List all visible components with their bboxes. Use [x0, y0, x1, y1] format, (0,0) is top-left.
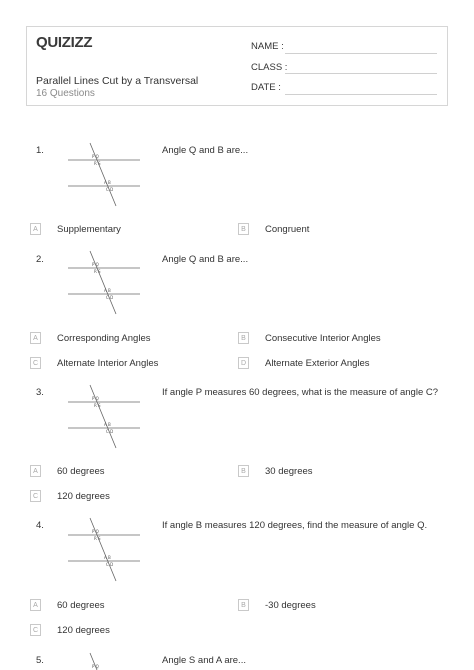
class-label: CLASS : — [251, 62, 288, 73]
transversal-diagram — [66, 652, 142, 670]
question-text: If angle P measures 60 degrees, what is the measure of angle C? — [162, 387, 439, 398]
svg-text:A B: A B — [104, 180, 111, 185]
option-letter-c[interactable]: C — [30, 357, 41, 369]
question-number: 2. — [36, 254, 44, 265]
option-letter-b[interactable]: B — [238, 332, 249, 344]
svg-text:A B: A B — [104, 422, 111, 427]
question-text: If angle B measures 120 degrees, find the measure of angle Q. — [162, 520, 428, 531]
svg-text:A B: A B — [104, 288, 111, 293]
transversal-diagram — [66, 517, 142, 583]
class-field[interactable] — [285, 73, 437, 74]
option-text[interactable]: -30 degrees — [265, 600, 316, 611]
option-letter-b[interactable]: B — [238, 599, 249, 611]
option-text[interactable]: 120 degrees — [57, 625, 110, 636]
quizizz-logo: QUIZIZZ — [36, 34, 93, 51]
option-letter-b[interactable]: B — [238, 223, 249, 235]
option-text[interactable]: 60 degrees — [57, 466, 105, 477]
svg-text:C D: C D — [106, 295, 114, 300]
svg-text:P Q: P Q — [92, 154, 99, 159]
svg-text:R S: R S — [94, 536, 101, 541]
svg-text:C D: C D — [106, 562, 114, 567]
name-label: NAME : — [251, 41, 284, 52]
svg-text:P Q: P Q — [92, 262, 99, 267]
option-text[interactable]: Congruent — [265, 224, 310, 235]
svg-text:R S: R S — [94, 269, 101, 274]
svg-text:P Q: P Q — [92, 664, 99, 669]
question-number: 1. — [36, 145, 44, 156]
option-letter-b[interactable]: B — [238, 465, 249, 477]
option-letter-d[interactable]: D — [238, 357, 249, 369]
option-text[interactable]: Alternate Exterior Angles — [265, 358, 370, 369]
svg-text:A B: A B — [104, 555, 111, 560]
transversal-diagram — [66, 384, 142, 450]
option-text[interactable]: Corresponding Angles — [57, 333, 151, 344]
transversal-diagram — [66, 142, 142, 208]
option-text[interactable]: Consecutive Interior Angles — [265, 333, 381, 344]
question-number: 5. — [36, 655, 44, 666]
svg-text:P Q: P Q — [92, 396, 99, 401]
option-text[interactable]: 30 degrees — [265, 466, 313, 477]
option-text[interactable]: 120 degrees — [57, 491, 110, 502]
svg-text:C D: C D — [106, 429, 114, 434]
svg-text:R S: R S — [94, 161, 101, 166]
date-label: DATE : — [251, 82, 281, 93]
option-letter-c[interactable]: C — [30, 490, 41, 502]
name-field[interactable] — [285, 53, 437, 54]
svg-text:P Q: P Q — [92, 529, 99, 534]
option-letter-a[interactable]: A — [30, 599, 41, 611]
option-letter-a[interactable]: A — [30, 223, 41, 235]
question-text: Angle S and A are... — [162, 655, 246, 666]
question-number: 4. — [36, 520, 44, 531]
svg-text:C D: C D — [106, 187, 114, 192]
worksheet-title: Parallel Lines Cut by a Transversal — [36, 75, 199, 87]
svg-text:R S: R S — [94, 403, 101, 408]
option-letter-a[interactable]: A — [30, 332, 41, 344]
option-letter-c[interactable]: C — [30, 624, 41, 636]
transversal-diagram — [66, 250, 142, 316]
question-count: 16 Questions — [36, 88, 95, 99]
worksheet-header — [26, 26, 448, 106]
date-field[interactable] — [285, 94, 437, 95]
question-text: Angle Q and B are... — [162, 254, 249, 265]
option-text[interactable]: Supplementary — [57, 224, 121, 235]
option-letter-a[interactable]: A — [30, 465, 41, 477]
question-number: 3. — [36, 387, 44, 398]
option-text[interactable]: 60 degrees — [57, 600, 105, 611]
question-text: Angle Q and B are... — [162, 145, 249, 156]
option-text[interactable]: Alternate Interior Angles — [57, 358, 159, 369]
